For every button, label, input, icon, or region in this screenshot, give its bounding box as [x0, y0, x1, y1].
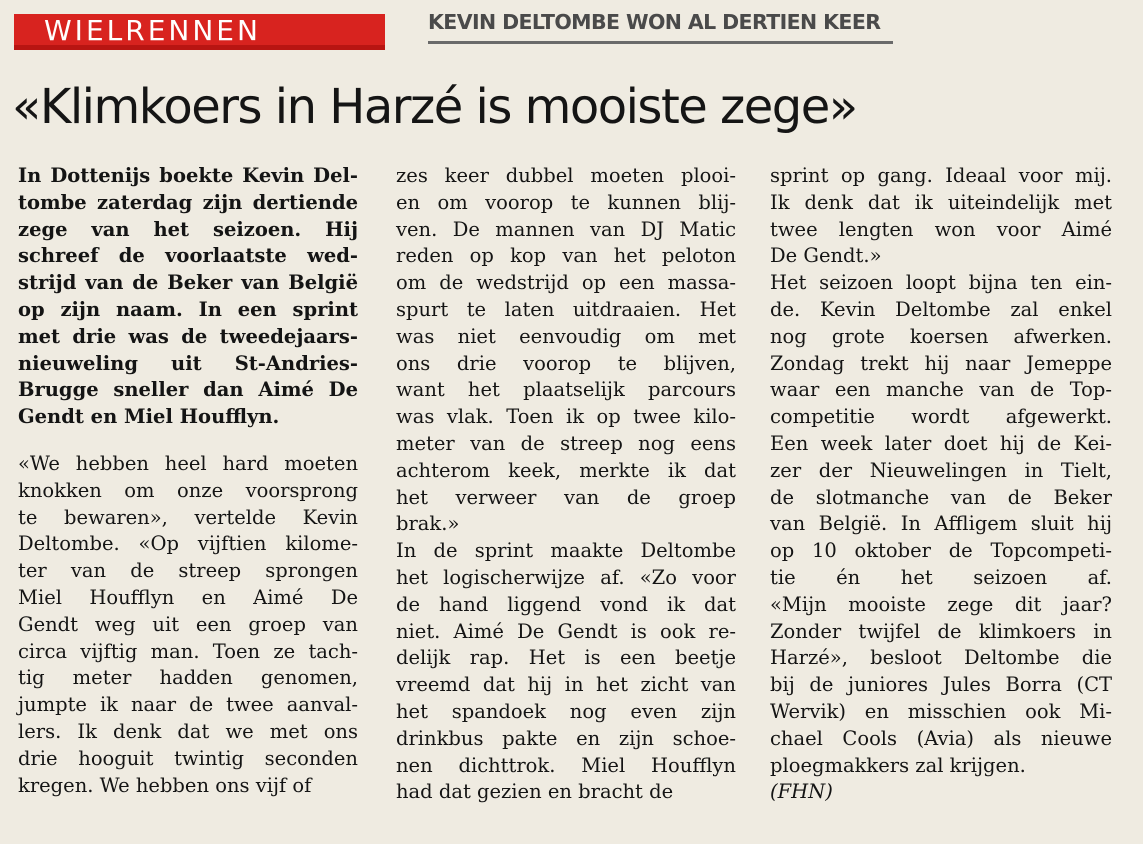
text-line: had dat gezien en bracht de [396, 780, 674, 804]
kicker: KEVIN DELTOMBE WON AL DERTIEN KEER [428, 10, 881, 34]
text-line: brak.» [396, 512, 460, 536]
text-line: het logischerwijze af. «Zo voor [396, 565, 736, 589]
text-line: ven. De mannen van DJ Matic [396, 217, 736, 241]
body-text [18, 451, 358, 799]
text-line: knokken om onze voorsprong [18, 478, 358, 502]
text-line: was niet eenvoudig om met [396, 324, 736, 348]
text-line: om de wedstrijd op een massa- [396, 271, 736, 295]
text-line: meter van de streep nog eens [396, 431, 736, 455]
intro-paragraph [18, 163, 358, 431]
text-line: Wervik) en misschien ook Mi- [770, 699, 1112, 723]
text-line: van België. In Affligem sluit hij [770, 512, 1112, 536]
kicker-rule [428, 41, 893, 44]
text-line: zes keer dubbel moeten plooi- [396, 164, 736, 187]
text-line: nieuweling uit St-Andries- [18, 351, 358, 375]
article-column-2 [396, 163, 736, 806]
text-line: drinkbus pakte en zijn schoe- [396, 726, 736, 750]
text-line: nog grote koersen afwerken. [770, 324, 1112, 348]
text-line: «Mijn mooiste zege dit jaar? [770, 592, 1112, 616]
text-line: het spandoek nog even zijn [396, 699, 736, 723]
text-line: zege van het seizoen. Hij [18, 217, 358, 241]
text-line: drie hooguit twintig seconden [18, 746, 358, 770]
text-line: sprint op gang. Ideaal voor mij. [770, 164, 1112, 187]
text-line: kregen. We hebben ons vijf of [18, 773, 312, 797]
text-line: te bewaren», vertelde Kevin [18, 505, 358, 529]
text-line: bij de juniores Jules Borra (CT [770, 673, 1112, 697]
headline: «Klimkoers in Harzé is mooiste zege» [12, 79, 857, 135]
text-line: het verweer van de groep [396, 485, 736, 509]
text-line: de. Kevin Deltombe zal enkel [770, 297, 1112, 321]
text-line: ploegmakkers zal krijgen. [770, 753, 1026, 777]
text-line: Deltombe. «Op vijftien kilome- [18, 532, 358, 556]
article-column-1 [18, 163, 358, 799]
body-text [770, 163, 1112, 779]
text-line: Het seizoen loopt bijna ten ein- [770, 271, 1112, 295]
text-line: was vlak. Toen ik op twee kilo- [396, 405, 736, 429]
text-line: reden op kop van het peloton [396, 244, 736, 268]
text-line: op 10 oktober de Topcompeti- [770, 539, 1112, 563]
text-line: Een week later doet hij de Kei- [770, 431, 1112, 455]
text-line: tig meter hadden genomen, [18, 666, 358, 690]
text-line: Harzé», besloot Deltombe die [770, 646, 1112, 670]
section-tag: WIELRENNEN [14, 14, 385, 50]
article-column-3 [770, 163, 1112, 806]
text-line: Zondag trekt hij naar Jemeppe [770, 351, 1112, 375]
text-line: ter van de streep sprongen [18, 559, 358, 583]
text-line: twee lengten won voor Aimé [770, 217, 1112, 241]
text-line: Miel Houfflyn en Aimé De [18, 585, 358, 609]
text-line: Ik denk dat ik uiteindelijk met [770, 190, 1112, 214]
text-line: en om voorop te kunnen blij- [396, 190, 736, 214]
text-line: met drie was de tweedejaars- [18, 324, 358, 348]
text-line: strijd van de Beker van België [18, 271, 358, 295]
text-line: delijk rap. Het is een beetje [396, 646, 736, 670]
text-line: niet. Aimé De Gendt is ook re- [396, 619, 736, 643]
text-line: de slotmanche van de Beker [770, 485, 1112, 509]
text-line: jumpte ik naar de twee aanval- [18, 693, 358, 717]
text-line: Brugge sneller dan Aimé De [18, 378, 358, 402]
text-line: Gendt weg uit een groep van [18, 612, 358, 636]
text-line: tie én het seizoen af. [770, 565, 1112, 589]
text-line: spurt te laten uitdraaien. Het [396, 297, 736, 321]
text-line: waar een manche van de Top- [770, 378, 1112, 402]
text-line: nen dichttrok. Miel Houfflyn [396, 753, 736, 777]
paragraph-gap [18, 431, 358, 451]
body-text [396, 163, 736, 806]
text-line: Zonder twijfel de klimkoers in [770, 619, 1112, 643]
text-line: de hand liggend vond ik dat [396, 592, 736, 616]
text-line: Gendt en Miel Houfflyn. [18, 405, 280, 429]
text-line: circa vijftig man. Toen ze tach- [18, 639, 358, 663]
text-line: In de sprint maakte Deltombe [396, 539, 736, 563]
text-line: competitie wordt afgewerkt. [770, 405, 1112, 429]
text-line: «We hebben heel hard moeten [18, 451, 358, 475]
text-line: tombe zaterdag zijn dertiende [18, 190, 358, 214]
text-line: schreef de voorlaatste wed- [18, 244, 358, 268]
byline: (FHN) [770, 780, 833, 804]
text-line: vreemd dat hij in het zicht van [396, 673, 736, 697]
text-line: In Dottenijs boekte Kevin Del- [18, 164, 358, 187]
text-line: chael Cools (Avia) als nieuwe [770, 726, 1112, 750]
text-line: De Gendt.» [770, 244, 882, 268]
text-line: lers. Ik denk dat we met ons [18, 719, 358, 743]
text-line: achterom keek, merkte ik dat [396, 458, 736, 482]
text-line: zer der Nieuwelingen in Tielt, [770, 458, 1112, 482]
text-line: ons drie voorop te blijven, [396, 351, 736, 375]
text-line: want het plaatselijk parcours [396, 378, 736, 402]
text-line: op zijn naam. In een sprint [18, 297, 358, 321]
